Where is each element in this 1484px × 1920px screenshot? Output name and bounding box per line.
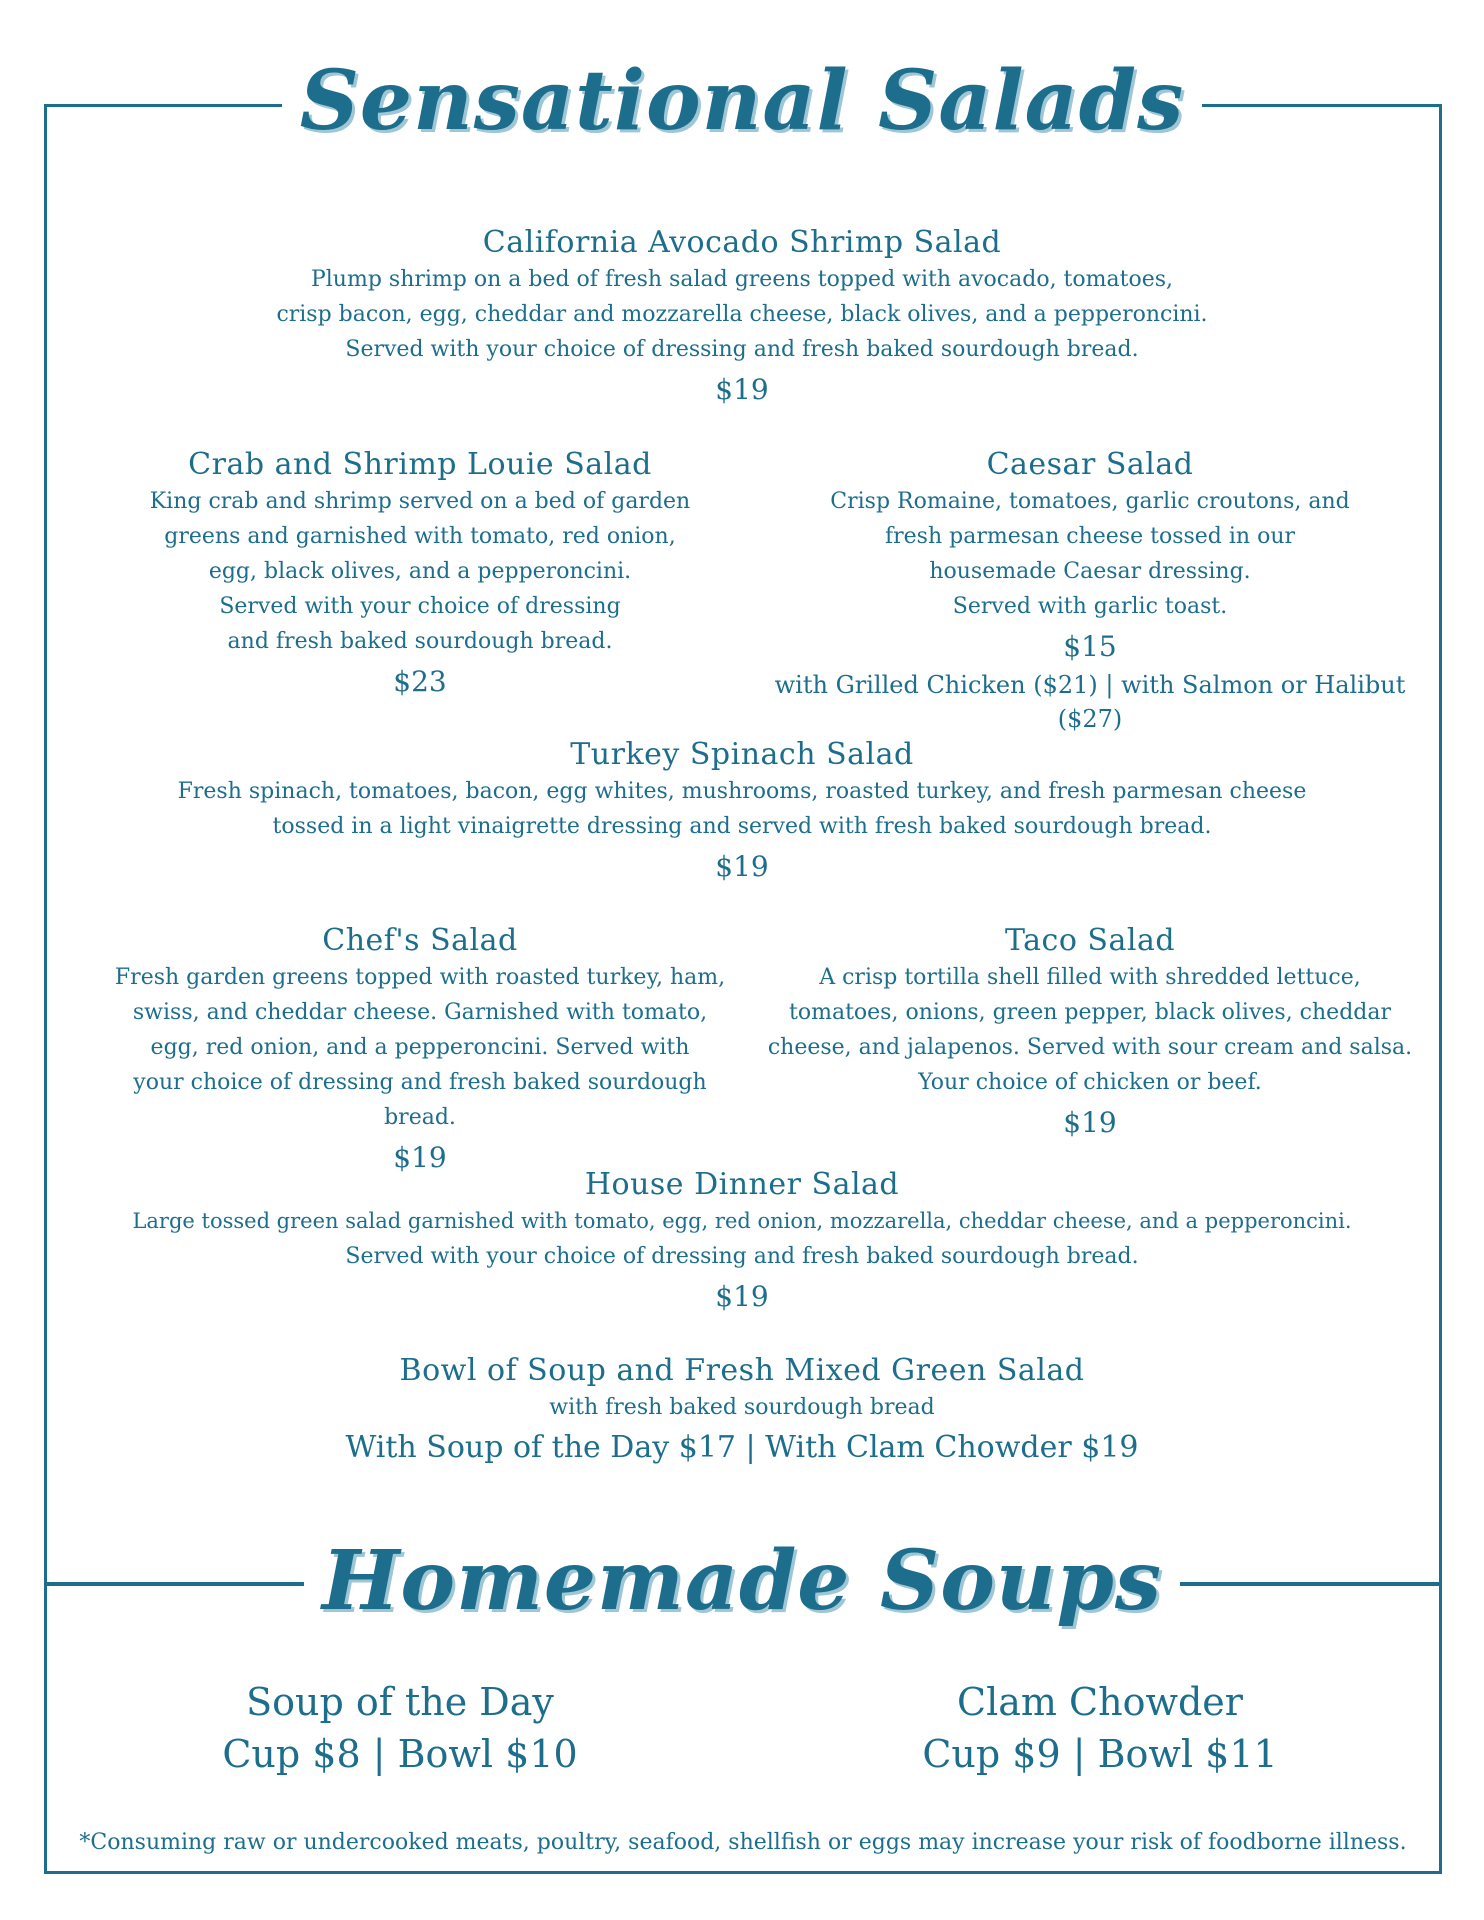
menu-item-california bbox=[150, 224, 1334, 411]
item-price: $15 bbox=[1063, 630, 1117, 663]
soup-price: Cup $9 | Bowl $11 bbox=[922, 1732, 1278, 1776]
menu-item-crab bbox=[100, 446, 740, 703]
item-extra: with Grilled Chicken ($21) | with Salmon or Halibut ($27) bbox=[774, 671, 1406, 733]
soup-price: Cup $8 | Bowl $10 bbox=[222, 1732, 578, 1776]
item-desc-line: egg, red onion, and a pepperoncini. Served with bbox=[150, 1035, 690, 1060]
item-name: Turkey Spinach Salad bbox=[570, 737, 914, 772]
menu-item-combo bbox=[150, 1352, 1334, 1469]
item-desc-line: Served with your choice of dressing and fresh baked sourdough bread. bbox=[345, 1244, 1139, 1269]
salads-heading: Sensational Salads bbox=[0, 60, 1484, 142]
item-desc-line: Served with garlic toast. bbox=[952, 594, 1228, 619]
item-name: California Avocado Shrimp Salad bbox=[482, 225, 1002, 260]
item-desc-line: King crab and shrimp served on a bed of garden bbox=[149, 489, 691, 514]
item-desc-line: your choice of dressing and fresh baked sourdough bread. bbox=[133, 1070, 707, 1130]
item-price: $19 bbox=[715, 1280, 769, 1313]
soup-name: Soup of the Day bbox=[246, 1680, 554, 1724]
item-desc-line: egg, black olives, and a pepperoncini. bbox=[208, 559, 632, 584]
item-desc-line: and fresh baked sourdough bread. bbox=[227, 629, 613, 654]
item-desc-line: Served with your choice of dressing and fresh baked sourdough bread. bbox=[345, 337, 1139, 362]
menu-item-chef bbox=[100, 922, 740, 1179]
item-price: $19 bbox=[715, 373, 769, 406]
item-name: Bowl of Soup and Fresh Mixed Green Salad bbox=[399, 1353, 1085, 1388]
item-name: Chef's Salad bbox=[322, 923, 518, 958]
soup-name: Clam Chowder bbox=[957, 1680, 1243, 1724]
item-desc-line: with fresh baked sourdough bread bbox=[549, 1395, 935, 1420]
item-desc-line: cheese, and jalapenos. Served with sour cream and salsa. bbox=[767, 1035, 1413, 1060]
soup-item-clam bbox=[840, 1676, 1360, 1780]
item-desc-line: Plump shrimp on a bed of fresh salad greens topped with avocado, tomatoes, bbox=[310, 267, 1174, 292]
item-desc-line: greens and garnished with tomato, red onion, bbox=[164, 524, 676, 549]
menu-item-turkey bbox=[100, 736, 1384, 888]
item-name: Crab and Shrimp Louie Salad bbox=[188, 447, 652, 482]
item-price: $19 bbox=[393, 1141, 447, 1174]
item-desc-line: tossed in a light vinaigrette dressing and served with fresh baked sourdough bread. bbox=[272, 814, 1212, 839]
item-name: House Dinner Salad bbox=[584, 1167, 900, 1202]
soups-heading: Homemade Soups bbox=[0, 1540, 1484, 1622]
item-price: $23 bbox=[393, 665, 447, 698]
item-price: $19 bbox=[715, 850, 769, 883]
menu-item-house bbox=[70, 1166, 1414, 1318]
item-desc-line: swiss, and cheddar cheese. Garnished with tomato, bbox=[132, 1000, 708, 1025]
item-desc-line: tomatoes, onions, green pepper, black olives, cheddar bbox=[789, 1000, 1391, 1025]
item-name: Caesar Salad bbox=[986, 447, 1194, 482]
item-desc-line: housemade Caesar dressing. bbox=[929, 559, 1251, 584]
item-desc-line: Served with your choice of dressing bbox=[219, 594, 621, 619]
soup-item-day bbox=[140, 1676, 660, 1780]
item-price: With Soup of the Day $17 | With Clam Chowder $19 bbox=[345, 1430, 1139, 1465]
item-price: $19 bbox=[1063, 1106, 1117, 1139]
item-name: Taco Salad bbox=[1004, 923, 1176, 958]
item-desc-line: fresh parmesan cheese tossed in our bbox=[884, 524, 1296, 549]
menu-item-caesar bbox=[740, 446, 1440, 736]
item-desc-line: A crisp tortilla shell filled with shredded lettuce, bbox=[819, 965, 1361, 990]
item-desc-line: Fresh spinach, tomatoes, bacon, egg whites, mushrooms, roasted turkey, and fresh parmesan cheese bbox=[177, 779, 1307, 804]
item-desc-line: Your choice of chicken or beef. bbox=[918, 1070, 1262, 1095]
menu-item-taco bbox=[760, 922, 1420, 1144]
footnote: *Consuming raw or undercooked meats, poultry, seafood, shellfish or eggs may increase your risk of foodborne illness. bbox=[79, 1830, 1407, 1855]
item-desc-line: Crisp Romaine, tomatoes, garlic croutons, and bbox=[830, 489, 1350, 514]
item-desc-line: Fresh garden greens topped with roasted turkey, ham, bbox=[114, 965, 726, 990]
item-desc-line: crisp bacon, egg, cheddar and mozzarella cheese, black olives, and a pepperoncini. bbox=[276, 302, 1208, 327]
item-desc-line: Large tossed green salad garnished with tomato, egg, red onion, mozzarella, cheddar cheese, and a pepperoncini. bbox=[132, 1209, 1352, 1233]
